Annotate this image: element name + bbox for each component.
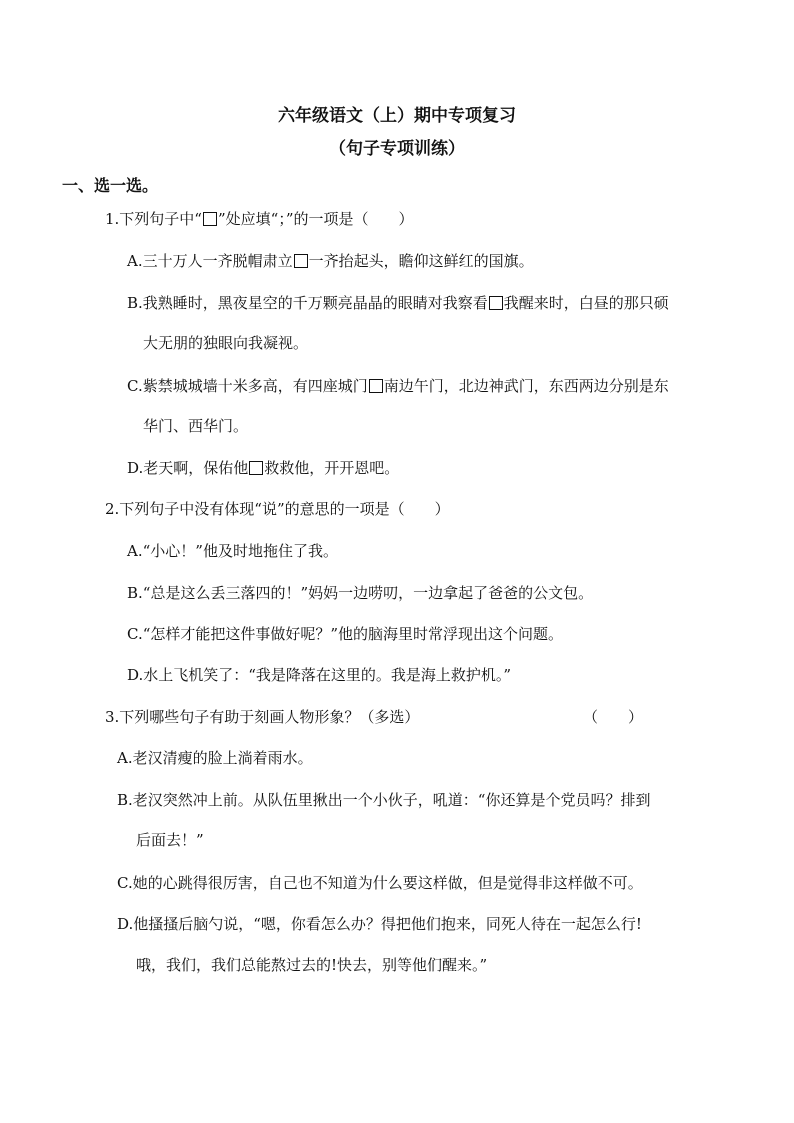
q3-option-a: A.老汉清瘦的脸上淌着雨水。 [117, 749, 313, 767]
answer-parentheses: （ ） [583, 708, 644, 726]
page-subtitle: （句子专项训练） [329, 139, 465, 159]
q3-option-b-cont: 后面去！” [136, 831, 204, 849]
page-title: 六年级语文（上）期中专项复习 [278, 106, 516, 126]
q1-option-a: A.三十万人一齐脱帽肃立 一齐抬起头，瞻仰这鲜红的国旗。 [127, 252, 534, 270]
question-3-stem: 3.下列哪些句子有助于刻画人物形象？（多选） [105, 708, 420, 726]
q2-option-c: C.“怎样才能把这件事做好呢？”他的脑海里时常浮现出这个问题。 [127, 625, 564, 643]
q1-option-d: D.老天啊，保佑他 救救他，开开恩吧。 [127, 459, 400, 477]
blank-box-icon [203, 212, 217, 226]
q1-option-c-cont: 华门、西华门。 [143, 417, 249, 435]
blank-box-icon [489, 296, 503, 310]
question-2-stem: 2.下列句子中没有体现“说”的意思的一项是（ ） [105, 500, 450, 518]
q3-option-c: C.她的心跳得很厉害，自己也不知道为什么要这样做，但是觉得非这样做不可。 [117, 874, 643, 892]
q1-option-b: B.我熟睡时，黑夜星空的千万颗亮晶晶的眼睛对我察看 我醒来时，白昼的那只硕 [127, 294, 669, 312]
blank-box-icon [294, 254, 308, 268]
q1-option-c: C.紫禁城城墙十米多高，有四座城门 南边午门，北边神武门，东西两边分别是东 [127, 377, 669, 395]
q3-option-b: B.老汉突然冲上前。从队伍里揪出一个小伙子，吼道：“你还算是个党员吗？排到 [117, 791, 651, 809]
q2-option-a: A.“小心！”他及时地拖住了我。 [127, 542, 338, 560]
section-heading: 一、选一选。 [62, 176, 159, 195]
question-1-stem: 1.下列句子中“ ”处应填“；”的一项是（ ） [105, 210, 414, 228]
blank-box-icon [249, 461, 263, 475]
q3-option-d-cont: 哦，我们，我们总能熬过去的!快去，别等他们醒来。” [136, 956, 488, 974]
q3-option-d: D.他搔搔后脑勺说，“嗯，你看怎么办？得把他们抱来，同死人待在一起怎么行! [117, 915, 642, 933]
q2-option-d: D.水上飞机笑了：“我是降落在这里的。我是海上救护机。” [127, 666, 512, 684]
q2-option-b: B.“总是这么丢三落四的！”妈妈一边唠叨，一边拿起了爸爸的公文包。 [127, 584, 594, 602]
blank-box-icon [369, 379, 383, 393]
q1-option-b-cont: 大无朋的独眼向我凝视。 [143, 334, 309, 352]
